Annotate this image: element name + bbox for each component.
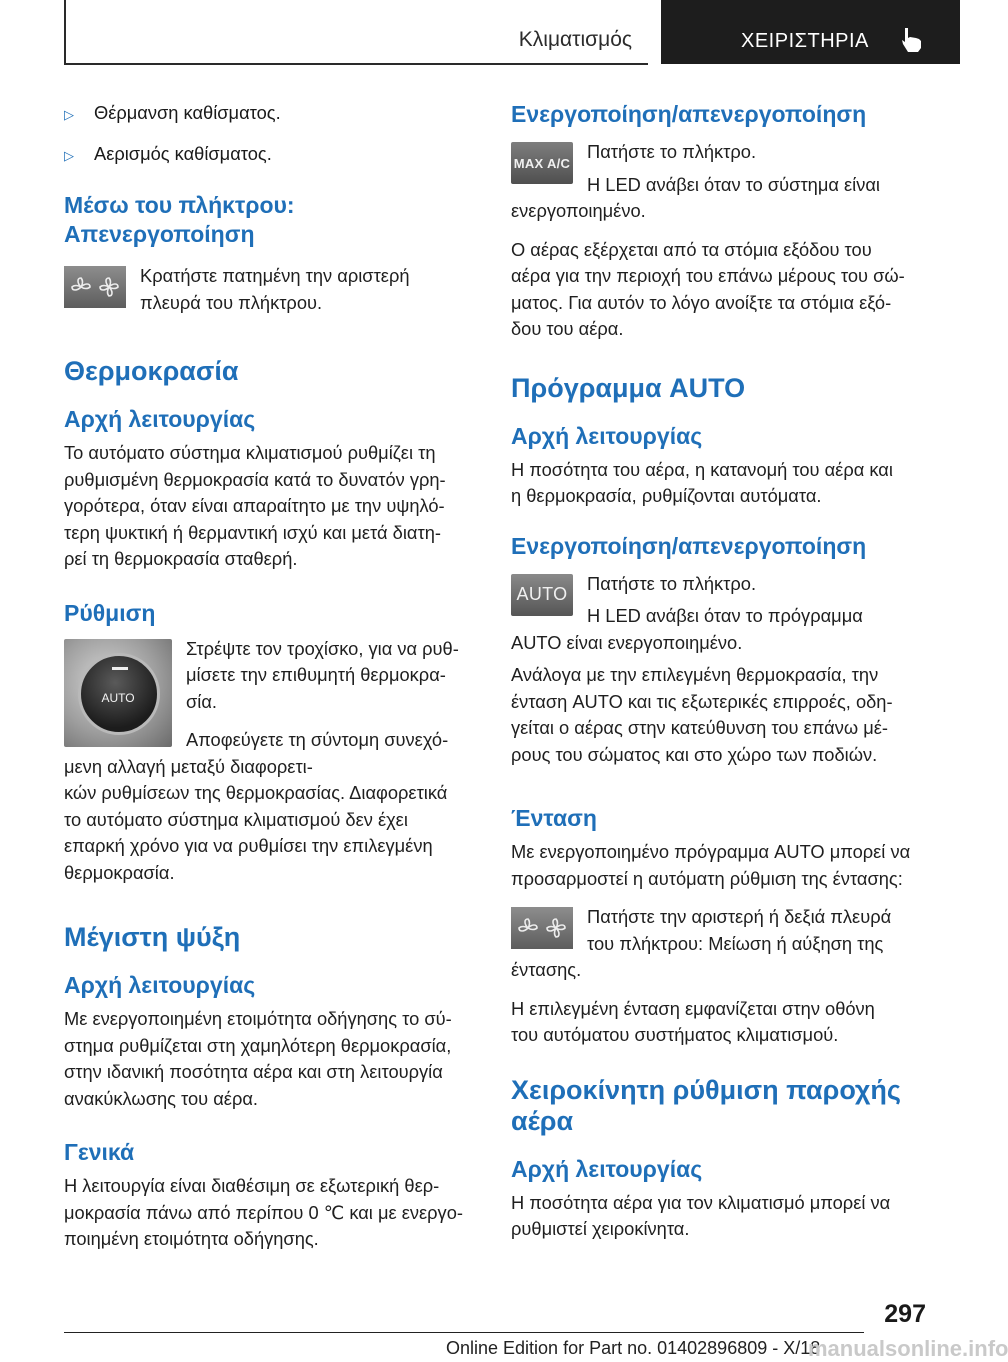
- setting-heading: Ρύθμιση: [64, 599, 156, 626]
- onoff2-text-2: Η LED ανάβει όταν το πρόγραμμα AUTO είναι ενεργοποιημένο.: [511, 605, 863, 653]
- list-item: ▷ Θέρμανση καθίσματος.: [64, 100, 478, 129]
- onoff-heading-1: Ενεργοποίηση/απενεργοποίηση: [511, 101, 867, 127]
- max-cooling-principle-text: Με ενεργοποιημένη ετοιμότητα οδήγησης το σύ- στημα ρυθμίζεται στη χαμηλότερη θερμοκρασία, στην ιδανική ποσότητα αέρα και στη λειτουργία ανακύκλωσης του αέρα.: [64, 1008, 452, 1109]
- footer-edition: Online Edition for Part no. 01402896809 - X/18: [446, 1338, 821, 1358]
- intensity-heading: Ένταση: [511, 805, 597, 831]
- intensity-text-1: Με ενεργοποιημένο πρόγραμμα AUTO μπορεί να προσαρμοστεί η αυτόματη ρύθμιση της έντασης:: [511, 841, 911, 889]
- fan-button-image: [64, 266, 126, 308]
- onoff-heading-2: Ενεργοποίηση/απενεργοποίηση: [511, 532, 867, 559]
- fan-high-icon: [543, 915, 569, 941]
- onoff1-text-2: Η LED ανάβει όταν το σύστημα είναι ενεργοποιημένο.: [511, 173, 880, 221]
- footer-rule: [64, 1332, 864, 1333]
- manual-principle-text: Η ποσότητα αέρα για τον κλιματισμό μπορεί να ρυθμιστεί χειροκίνητα.: [511, 1191, 891, 1239]
- auto-program-title: Πρόγραμμα AUTO: [511, 372, 746, 403]
- temperature-title: Θερμοκρασία: [64, 356, 239, 386]
- header-section-title: Κλιματισμός: [518, 28, 632, 51]
- right-column: [511, 100, 931, 1243]
- auto-principle-heading: Αρχή λειτουργίας: [511, 422, 703, 449]
- onoff1-text-3: Ο αέρας εξέρχεται από τα στόμια εξόδου του αέρα για την περιοχή του επάνω μέρους του σώ- ματος. Για αυτόν το λόγο ανοίξτε τα στόμια εξό- δου του αέρα.: [511, 238, 905, 339]
- onoff2-text-1: Πατήστε το πλήκτρο.: [587, 572, 757, 594]
- header-rule-left: [64, 0, 66, 64]
- header-manual-title: ΧΕΙΡΙΣΤΗΡΙΑ: [741, 30, 869, 52]
- dial-auto-label: AUTO: [101, 690, 135, 705]
- header-manual-tab: [661, 0, 960, 64]
- manual-airflow-title: Χειροκίνητη ρύθμιση παροχής αέρα: [511, 1074, 901, 1136]
- auto-button-image: AUTO: [511, 574, 573, 616]
- left-column: [64, 100, 478, 1253]
- triangle-bullet-icon: ▷: [64, 147, 74, 163]
- onoff1-text-1: Πατήστε το πλήκτρο.: [587, 141, 757, 162]
- setting-text-2: Αποφεύγετε τη σύντομη συνεχό- μενη αλλαγή μεταξύ διαφορετι- κών ρυθμίσεων της θερμοκρασίας. Διαφορετικά το αυτόματο σύστημα κλιματισμού δεν έχει επαρκή χρόνο για να ρυθμίσει την επιλεγμένη θερμοκρασία.: [64, 729, 449, 883]
- max-cooling-principle-heading: Αρχή λειτουργίας: [64, 972, 256, 998]
- fan-low-icon: [515, 915, 541, 941]
- auto-principle-text: Η ποσότητα του αέρα, η κατανομή του αέρα και η θερμοκρασία, ρυθμίζονται αυτόματα.: [511, 458, 893, 506]
- via-button-heading: Μέσω του πλήκτρου: Απενεργοποίηση: [64, 192, 295, 247]
- pointing-hand-icon: [897, 24, 927, 54]
- temperature-dial-image: [64, 639, 172, 747]
- list-item: ▷ Αερισμός καθίσματος.: [64, 141, 478, 170]
- footer-watermark: manualsonline.info: [808, 1336, 1008, 1361]
- intensity-text-2: Πατήστε την αριστερή ή δεξιά πλευρά του πλήκτρου: Μείωση ή αύξηση της έντασης.: [511, 906, 892, 980]
- triangle-bullet-icon: ▷: [64, 107, 74, 122]
- seat-bullet-list: [64, 100, 478, 169]
- temperature-principle-text: Το αυτόματο σύστημα κλιματισμού ρυθμίζει τη ρυθμισμένη θερμοκρασία κατά το δυνατόν γρη- γορότερα, όταν είναι απαραίτητο με την υψηλό- τερη ψυκτική ή θερμαντική ισχύ και μετά διατη- ρεί τη θερμοκρασία σταθερή.: [64, 442, 446, 569]
- fan-icon: [96, 274, 122, 300]
- fan-off-icon: [68, 274, 94, 300]
- general-heading: Γενικά: [64, 1139, 135, 1165]
- header-rule-bottom: [64, 63, 648, 65]
- page-number: 297: [884, 1300, 926, 1328]
- max-ac-button-image: MAX A/C: [511, 142, 573, 184]
- manual-principle-heading: Αρχή λειτουργίας: [511, 1155, 703, 1182]
- fan-button-image: [511, 907, 573, 949]
- minus-icon: [112, 667, 128, 670]
- setting-text-1: Στρέψτε τον τροχίσκο, για να ρυθ- μίσετε την επιθυμητή θερμοκρα- σία.: [186, 637, 459, 712]
- temperature-principle-heading: Αρχή λειτουργίας: [64, 406, 256, 432]
- via-button-text: Κρατήστε πατημένη την αριστερή πλευρά του πλήκτρου.: [140, 265, 410, 313]
- onoff2-text-3: Ανάλογα με την επιλεγμένη θερμοκρασία, την ένταση AUTO και τις εξωτερικές επιρροές, οδη- γείται ο αέρας στην κατεύθυνση του επάνω μέ- ρους του σώματος και στο χώρο των ποδιών.: [511, 664, 893, 765]
- intensity-text-3: Η επιλεγμένη ένταση εμφανίζεται στην οθόνη του αυτόματου συστήματος κλιματισμού.: [511, 997, 875, 1045]
- max-cooling-title: Μέγιστη ψύξη: [64, 922, 241, 952]
- general-text: Η λειτουργία είναι διαθέσιμη σε εξωτερική θερ- μοκρασία πάνω από περίπου 0 ℃ και με ενεργο- ποιημένη ετοιμότητα οδήγησης.: [64, 1175, 463, 1249]
